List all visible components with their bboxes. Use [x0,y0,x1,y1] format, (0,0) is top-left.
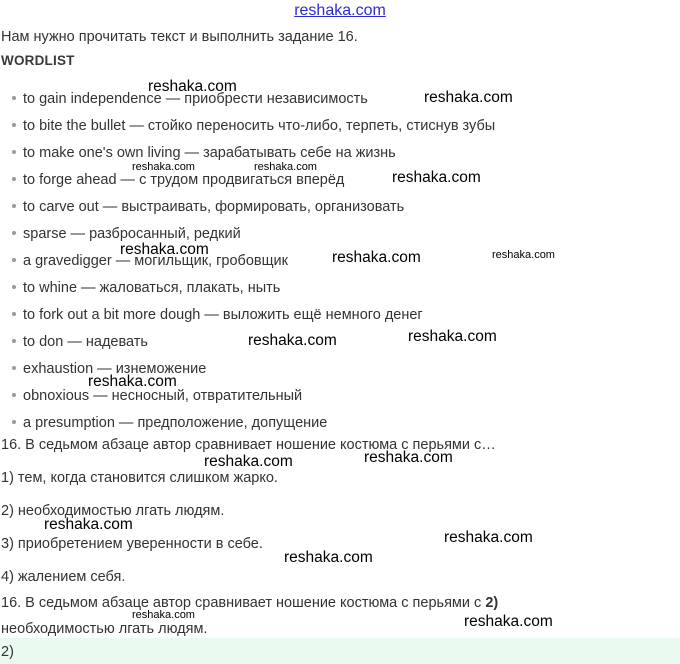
bullet-icon [12,420,16,424]
watermark: reshaka.com [132,161,195,173]
list-item: to carve out — выстраивать, формировать, организовать [12,198,404,216]
bullet-icon [12,177,16,181]
watermark: reshaka.com [492,249,555,261]
watermark: reshaka.com [332,249,421,266]
watermark: reshaka.com [148,78,237,95]
bullet-icon [12,231,16,235]
watermark: reshaka.com [284,549,373,566]
answer-sentence: 16. В седьмом абзаце автор сравнивает ношение костюма с перьями с 2) [1,595,499,611]
bullet-icon [12,312,16,316]
bullet-icon [12,123,16,127]
watermark: reshaka.com [424,89,513,106]
answer-highlight: 2) [485,595,499,611]
bullet-icon [12,204,16,208]
bullet-icon [12,339,16,343]
list-item: to don — надевать [12,333,148,351]
list-item: exhaustion — изнеможение [12,360,206,378]
watermark: reshaka.com [408,328,497,345]
list-item: to bite the bullet — стойко переносить что-либо, терпеть, стиснув зубы [12,117,495,135]
list-item: a gravedigger — могильщик, гробовщик [12,252,288,270]
option-2: 2) необходимостью лгать людям. [1,503,225,519]
watermark: reshaka.com [248,332,337,349]
list-item: sparse — разбросанный, редкий [12,225,241,243]
list-item: to gain independence — приобрести независимость [12,90,368,108]
question-text: 16. В седьмом абзаце автор сравнивает ношение костюма с перьями с… [1,437,496,453]
list-item: to make one's own living — зарабатывать себе на жизнь [12,144,396,162]
watermark: reshaka.com [392,169,481,186]
watermark: reshaka.com [44,516,133,533]
watermark: reshaka.com [444,529,533,546]
bullet-icon [12,366,16,370]
answer-box-text: 2) [1,644,14,660]
option-1: 1) тем, когда становится слишком жарко. [1,470,278,486]
bullet-icon [12,96,16,100]
watermark: reshaka.com [254,161,317,173]
list-item: obnoxious — несносный, отвратительный [12,387,302,405]
option-4: 4) жалением себя. [1,569,126,585]
answer-continuation: необходимостью лгать людям. [1,621,208,637]
answer-box [0,638,680,664]
option-3: 3) приобретением уверенности в себе. [1,536,263,552]
intro-text: Нам нужно прочитать текст и выполнить задание 16. [1,29,358,45]
bullet-icon [12,258,16,262]
list-item: to whine — жаловаться, плакать, ныть [12,279,280,297]
wordlist-title: WORDLIST [1,53,75,68]
bullet-icon [12,150,16,154]
list-item: a presumption — предположение, допущение [12,414,327,432]
watermark: reshaka.com [464,613,553,630]
watermark: reshaka.com [364,449,453,466]
header-link[interactable]: reshaka.com [294,2,386,19]
bullet-icon [12,285,16,289]
list-item: to fork out a bit more dough — выложить ещё немного денег [12,306,423,324]
watermark: reshaka.com [88,373,177,390]
bullet-icon [12,393,16,397]
watermark: reshaka.com [120,241,209,258]
watermark: reshaka.com [204,453,293,470]
watermark: reshaka.com [132,609,195,621]
list-item: to forge ahead — с трудом продвигаться вперёд [12,171,344,189]
